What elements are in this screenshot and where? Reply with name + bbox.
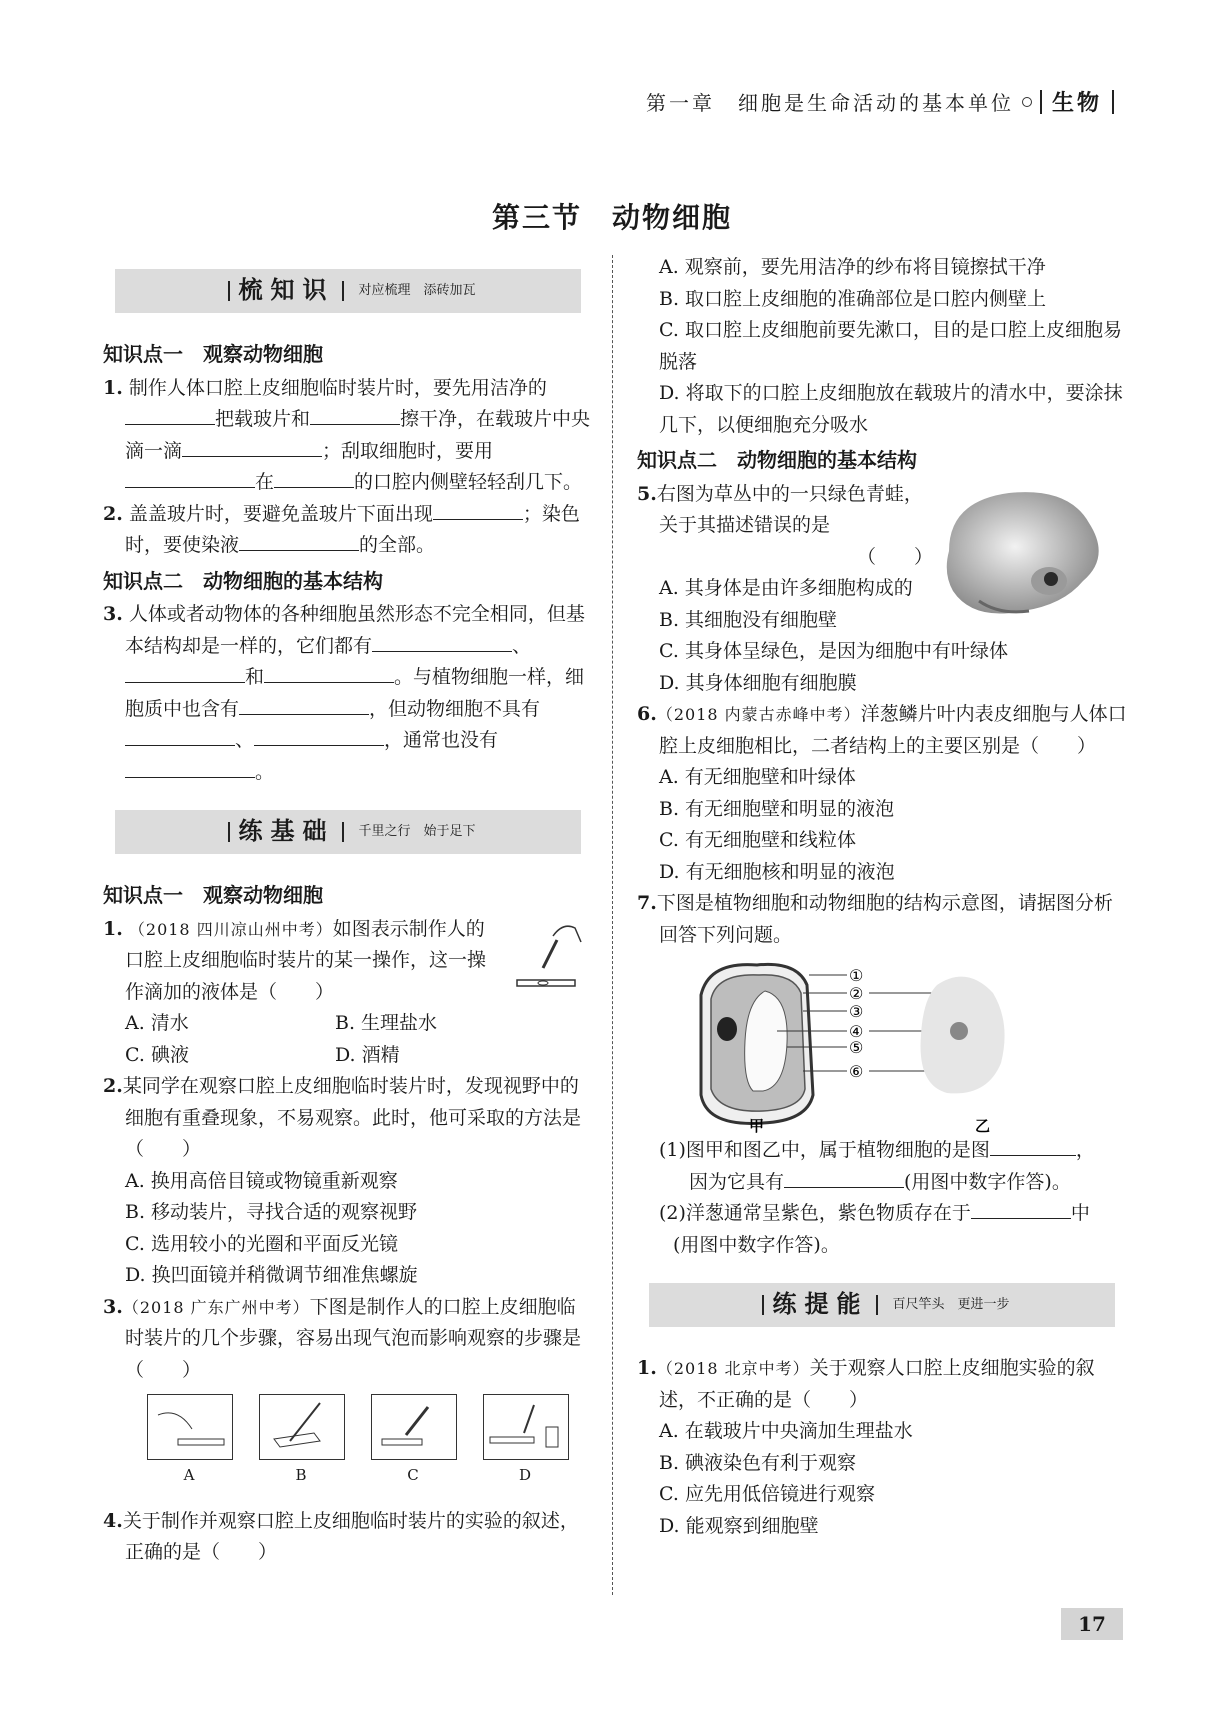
section-title: 梳知识 bbox=[238, 276, 335, 305]
question-s1-2: 2. 盖盖玻片时，要避免盖玻片下面出现 ；染色时，要使染液 的全部。 bbox=[103, 499, 591, 562]
question-b-5-block bbox=[637, 479, 1127, 700]
question-s1-1: 1. 制作人体口腔上皮细胞临时装片时，要先用洁净的把载玻片和 擦干净，在载玻片中央滴一滴 ；刮取细胞时，要用在 的口腔内侧壁轻轻刮几下。 bbox=[103, 376, 591, 493]
label-2: ② bbox=[849, 984, 864, 1003]
section-title: 练基础 bbox=[238, 817, 335, 846]
question-b-7-part-2-cont: (用图中数字作答)。 bbox=[673, 1233, 840, 1256]
figure-label-a: 甲 bbox=[749, 1117, 765, 1135]
option: C. 有无细胞壁和线粒体 bbox=[659, 829, 856, 851]
question-b-7-part-1: (1)图甲和图乙中，属于植物细胞的是图 ， bbox=[637, 1135, 1127, 1167]
step-figure-b: B bbox=[259, 1394, 343, 1492]
option: A. 换用高倍目镜或物镜重新观察 bbox=[125, 1169, 398, 1192]
option: D. 换凹面镜并稍微调节细准焦螺旋 bbox=[125, 1264, 418, 1286]
knowledge-point-heading: 知识点一 观察动物细胞 bbox=[103, 342, 323, 366]
knowledge-point-heading: 知识点二 动物细胞的基本结构 bbox=[103, 568, 383, 593]
option: C. 应先用低倍镜进行观察 bbox=[659, 1483, 875, 1505]
option: A. 其身体是由许多细胞构成的 bbox=[659, 577, 913, 599]
label-5: ⑤ bbox=[849, 1038, 864, 1057]
question-b-6: 6.（2018 内蒙古赤峰中考）洋葱鳞片叶内表皮细胞与人体口腔上皮细胞相比，二者结构上的主要区别是（ ） bbox=[637, 703, 1127, 757]
option: B. 取口腔上皮细胞的准确部位是口腔内侧壁上 bbox=[659, 287, 1047, 310]
question-c-1: 1.（2018 北京中考）关于观察人口腔上皮细胞实验的叙述，不正确的是（ ） bbox=[637, 1357, 1095, 1411]
question-b-4: 4.关于制作并观察口腔上皮细胞临时装片的实验的叙述，正确的是（ ） bbox=[103, 1509, 579, 1563]
question-b-7: 7.下图是植物细胞和动物细胞的结构示意图，请据图分析回答下列问题。 bbox=[637, 892, 1113, 946]
option: D. 将取下的口腔上皮细胞放在载玻片的清水中，要涂抹几下，以便细胞充分吸水 bbox=[659, 382, 1123, 436]
option: A. 观察前，要先用洁净的纱布将目镜擦拭干净 bbox=[659, 256, 1046, 278]
option: C. 选用较小的光圈和平面反光镜 bbox=[125, 1232, 398, 1255]
option: A. 有无细胞壁和叶绿体 bbox=[659, 766, 856, 788]
option: A. 在载玻片中央滴加生理盐水 bbox=[659, 1420, 913, 1442]
right-column bbox=[637, 252, 1127, 1542]
question-b-1: 1. （2018 四川凉山州中考）如图表示制作人的口腔上皮细胞临时装片的某一操作，这一操作滴加的液体是（ ） bbox=[103, 914, 591, 1009]
section-subtitle: 对应梳理 添砖加瓦 bbox=[358, 283, 476, 299]
divider-bar bbox=[1112, 90, 1114, 114]
option: B. 碘液染色有利于观察 bbox=[659, 1451, 857, 1474]
option: B. 有无细胞壁和明显的液泡 bbox=[659, 797, 895, 820]
option: B. 移动装片，寻找合适的观察视野 bbox=[125, 1201, 418, 1223]
frog-photo bbox=[939, 481, 1117, 633]
question-b-7-part-2: (2)洋葱通常呈紫色，紫色物质存在于 中 bbox=[637, 1198, 1127, 1230]
section-banner-2 bbox=[115, 810, 581, 854]
section-title: 练提能 bbox=[772, 1290, 869, 1319]
chapter-title: 第一章 细胞是生命活动的基本单位 bbox=[645, 91, 1014, 115]
section-subtitle: 百尺竿头 更进一步 bbox=[892, 1297, 1010, 1313]
step-figure-a: A bbox=[147, 1394, 231, 1492]
column-divider bbox=[612, 255, 613, 1595]
step-figure-d: D bbox=[483, 1394, 567, 1492]
section-subtitle: 千里之行 始于足下 bbox=[358, 824, 476, 840]
option: D. 有无细胞核和明显的液泡 bbox=[659, 860, 895, 883]
label-6: ⑥ bbox=[849, 1062, 864, 1081]
figure-label-b: 乙 bbox=[975, 1117, 991, 1135]
label-1: ① bbox=[849, 966, 864, 985]
step-figures bbox=[147, 1394, 567, 1492]
section-banner-3 bbox=[649, 1283, 1115, 1327]
options-b-1: C. 碘液 D. 酒精 bbox=[125, 1043, 400, 1066]
label-4: ④ bbox=[849, 1022, 864, 1041]
running-header bbox=[646, 86, 1114, 117]
section-banner-1 bbox=[115, 269, 581, 313]
question-b-5: 5.右图为草丛中的一只绿色青蛙，关于其描述错误的是 bbox=[637, 482, 923, 536]
knowledge-point-heading: 知识点二 动物细胞的基本结构 bbox=[637, 448, 917, 472]
option: C. 取口腔上皮细胞前要先漱口，目的是口腔上皮细胞易脱落 bbox=[659, 319, 1122, 373]
option: D. 其身体细胞有细胞膜 bbox=[659, 671, 857, 694]
option: D. 能观察到细胞壁 bbox=[659, 1514, 819, 1537]
question-b-2: 2.某同学在观察口腔上皮细胞临时装片时，发现视野中的细胞有重叠现象，不易观察。此时，他可采取的方法是（ ） bbox=[103, 1075, 582, 1160]
option: B. 其细胞没有细胞壁 bbox=[659, 608, 838, 631]
option: C. 其身体呈绿色，是因为细胞中有叶绿体 bbox=[659, 640, 1008, 662]
question-s1-3: 3. 人体或者动物体的各种细胞虽然形态不完全相同，但基本结构却是一样的，它们都有 、和 。与植物细胞一样，细胞质中也含有 ，但动物细胞不具有、 ，通常也没有。 bbox=[103, 603, 585, 783]
cell-diagram bbox=[637, 955, 1127, 1135]
page-title: 第三节 动物细胞 bbox=[491, 201, 732, 234]
page-number: 17 bbox=[1061, 1608, 1123, 1640]
answer-paren: （ ） bbox=[857, 545, 934, 568]
question-b-7-part-1-cont: 因为它具有 (用图中数字作答)。 bbox=[637, 1167, 1127, 1199]
circle-icon bbox=[1022, 97, 1032, 107]
label-3: ③ bbox=[849, 1002, 864, 1021]
left-column bbox=[103, 255, 591, 1569]
question-b-3: 3.（2018 广东广州中考）下图是制作人的口腔上皮细胞临时装片的几个步骤，容易出现气泡而影响观察的步骤是（ ） bbox=[103, 1295, 582, 1381]
divider-bar bbox=[1040, 90, 1042, 114]
step-figure-c: C bbox=[371, 1394, 455, 1492]
subject-label: 生物 bbox=[1051, 91, 1102, 116]
dropper-illustration bbox=[513, 916, 591, 994]
knowledge-point-heading: 知识点一 观察动物细胞 bbox=[103, 883, 323, 907]
options-b-1: A. 清水 B. 生理盐水 bbox=[125, 1012, 438, 1034]
